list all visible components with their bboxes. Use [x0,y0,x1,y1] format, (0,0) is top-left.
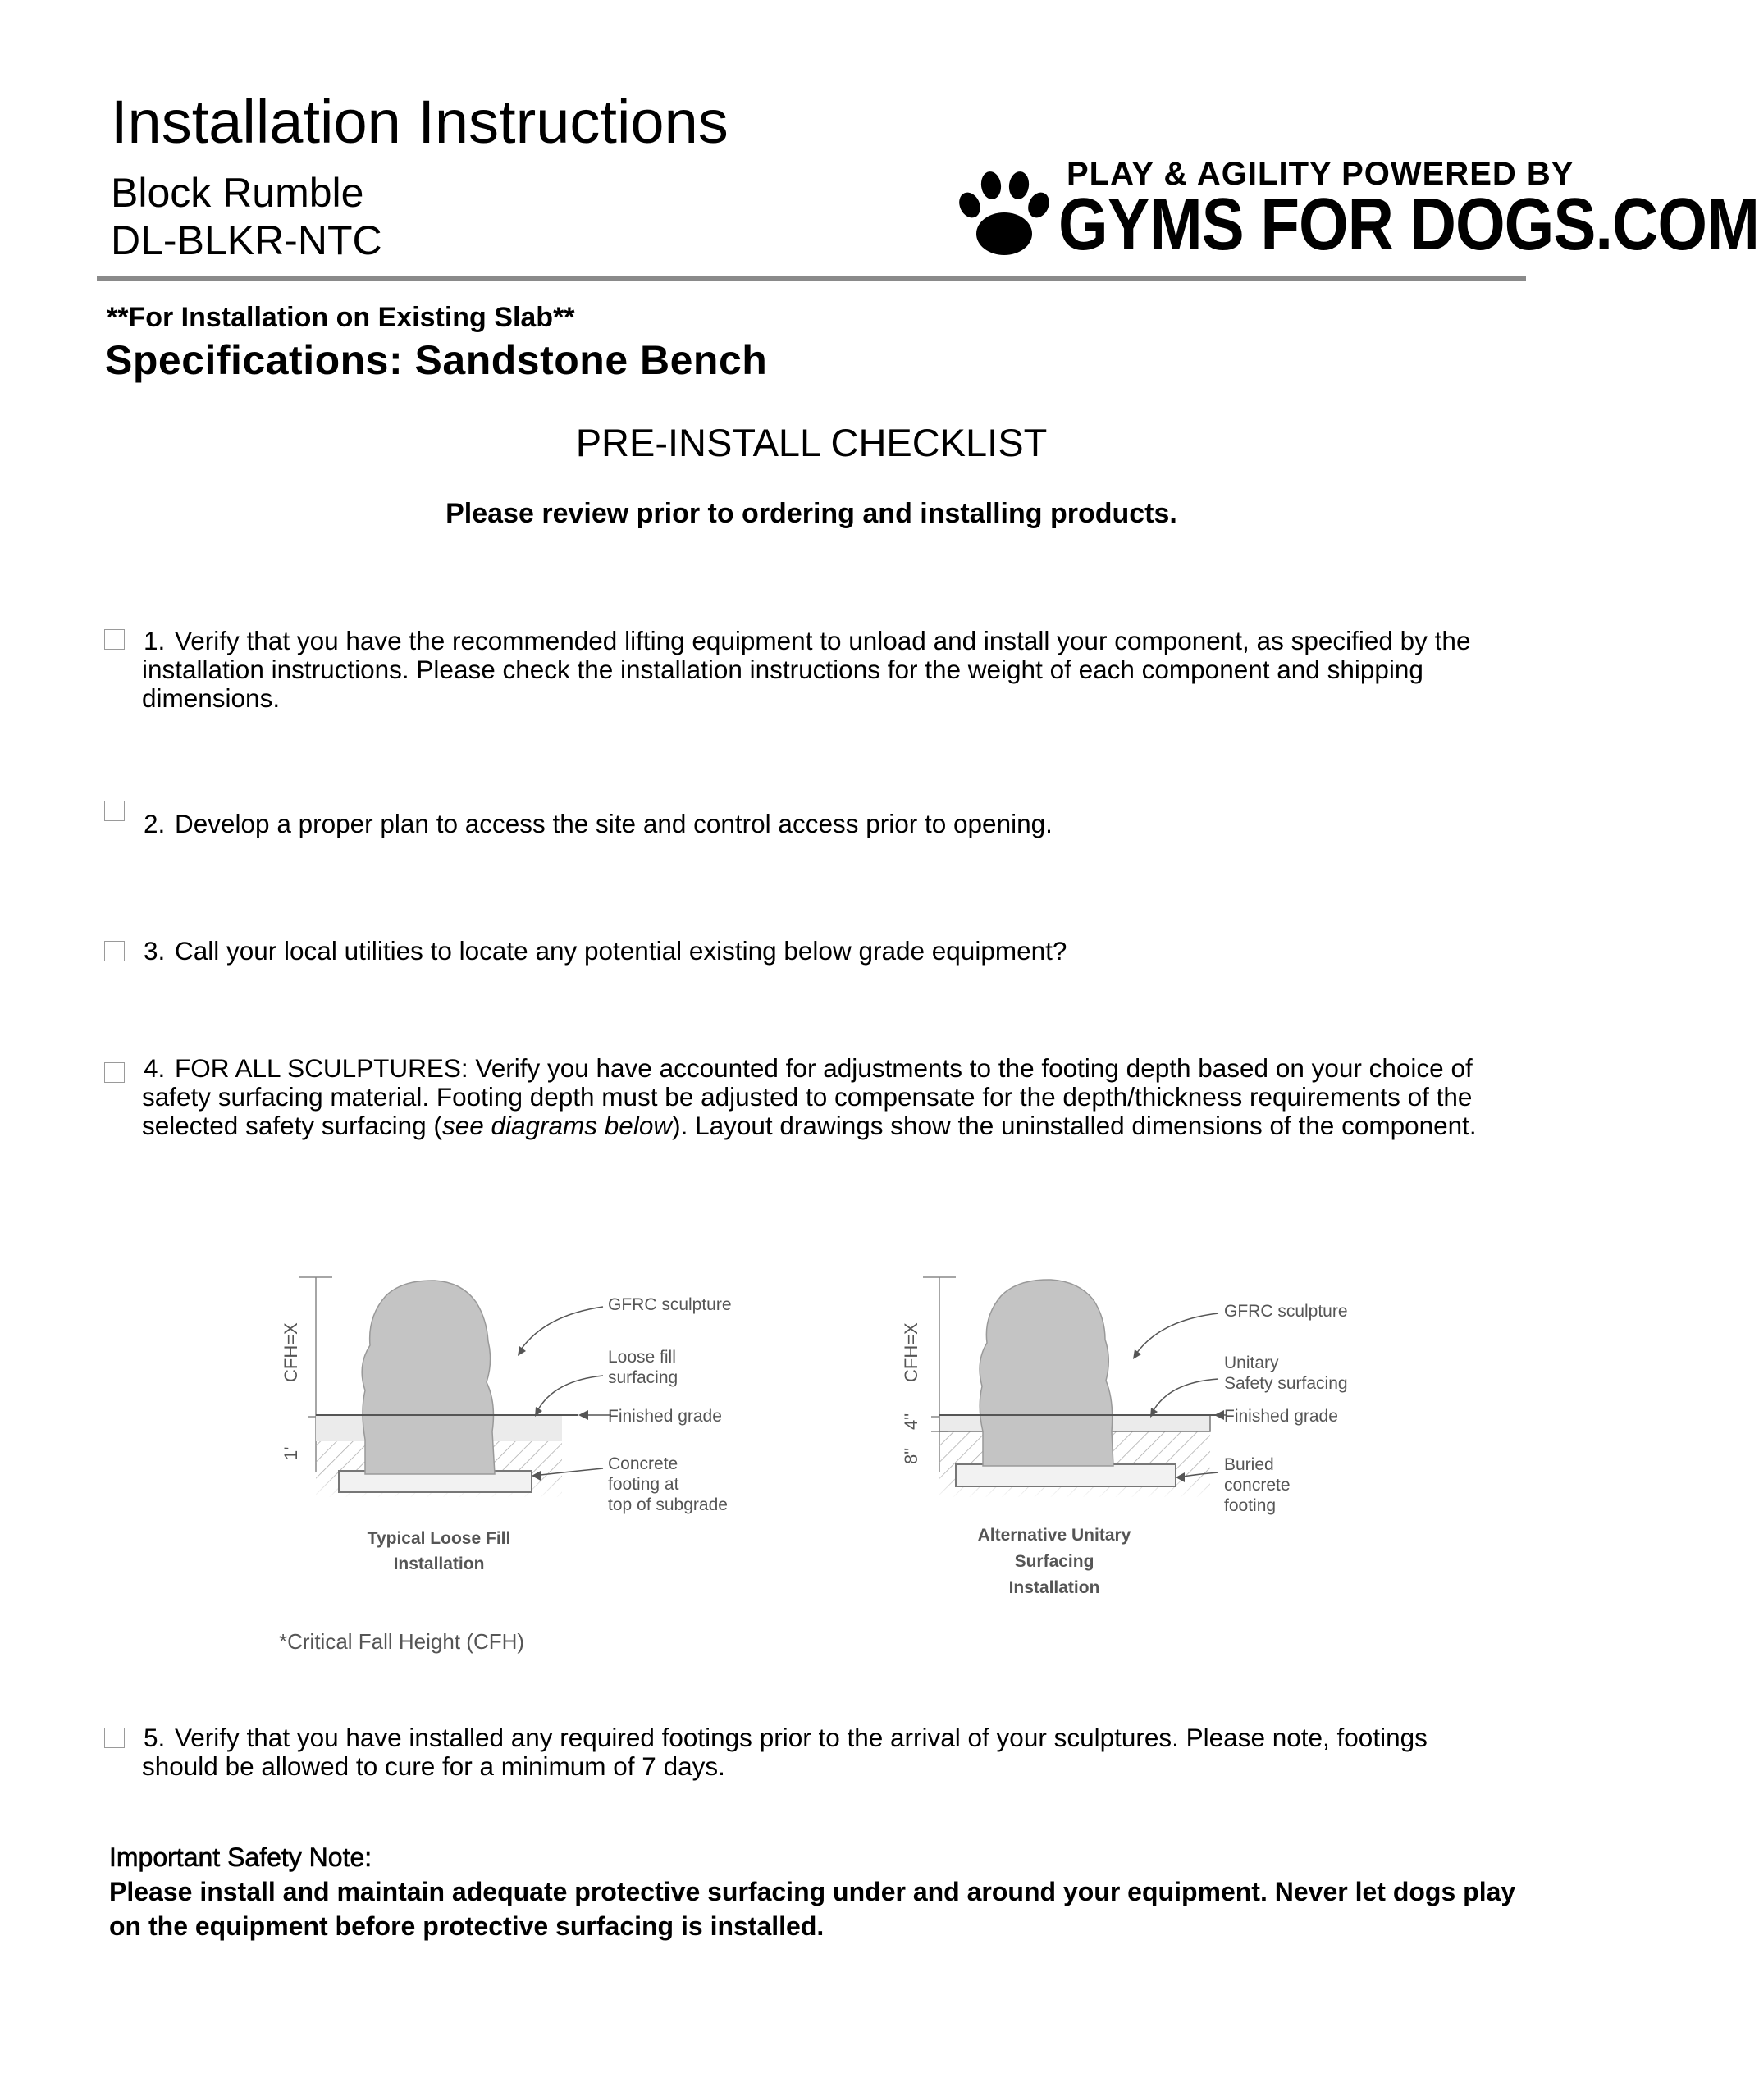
cfh-label: CFH=X [281,1322,301,1382]
callout-buried: Buried [1224,1455,1274,1474]
product-name: Block Rumble [111,170,364,216]
logo-tagline: PLAY & AGILITY POWERED BY [1067,156,1574,192]
item-text: Verify that you have installed any required footings prior to the arrival of your sculptures. Please note, footings should be allowed to cure for a minimum of 7 days. [142,1723,1428,1781]
callout-safety-surfacing: Safety surfacing [1224,1374,1348,1393]
caption-line-1: Alternative Unitary [977,1526,1131,1545]
callout-sculpture: GFRC sculpture [608,1295,732,1314]
checklist-subtitle: Please review prior to ordering and installing products. [445,498,1177,529]
checklist-item-3 [142,937,1504,966]
callout-unitary: Unitary [1224,1354,1279,1372]
callout-top-of-subgrade: top of subgrade [608,1495,728,1514]
product-code: DL-BLKR-NTC [111,217,382,263]
item-text: Develop a proper plan to access the site and control access prior to opening. [175,809,1053,838]
specifications-heading: Specifications: Sandstone Bench [105,337,768,383]
checklist-item-5 [142,1723,1438,1781]
safety-note-line-1: Please install and maintain adequate protective surfacing under and around your equipment. Never let dogs play [109,1877,1516,1906]
checklist-checkbox-1[interactable] [104,629,125,650]
checklist-checkbox-2[interactable] [104,801,125,821]
loose-fill-diagram [250,1267,759,1600]
checklist-item-1 [142,627,1504,713]
callout-footing: footing [1224,1496,1277,1515]
callout-finished-grade: Finished grade [608,1407,722,1426]
item-number: 3. [144,936,166,966]
caption-line-1: Typical Loose Fill [367,1529,511,1548]
callout-footing-at: footing at [608,1475,679,1494]
install-note: **For Installation on Existing Slab** [107,302,575,333]
item-number: 1. [144,626,166,655]
document-title: Installation Instructions [111,88,729,156]
callout-concrete: Concrete [608,1454,678,1473]
depth-label-4in: 4" [901,1413,921,1430]
loose-fill-section-drawing [250,1267,759,1596]
callout-surfacing: surfacing [608,1368,678,1387]
safety-note-heading: Important Safety Note: [109,1842,372,1872]
logo-brand: GYMS FOR DOGS.COM [1058,182,1759,266]
item-text: Call your local utilities to locate any potential existing below grade equipment? [175,936,1067,966]
callout-finished-grade: Finished grade [1224,1407,1338,1426]
item-number: 5. [144,1723,166,1752]
brand-logo [952,156,1759,266]
item-text: FOR ALL SCULPTURES: Verify you have accounted for adjustments to the footing depth based on your choice of safety surfacing material. Footing depth must be adjusted to compensate for the depth/thickness requirements of the selected safety surfacing (see diagrams below). Layout drawings show the uninstalled dimensions of the component. [142,1053,1477,1140]
callout-concrete: concrete [1224,1476,1291,1495]
depth-label-8in: 8" [901,1447,921,1464]
callout-sculpture: GFRC sculpture [1224,1302,1348,1321]
caption-line-2: Surfacing [1014,1552,1094,1571]
checklist-title: PRE-INSTALL CHECKLIST [575,421,1048,464]
item-number: 2. [144,809,166,838]
caption-line-2: Installation [393,1554,485,1573]
unitary-section-drawing [890,1267,1399,1612]
caption-line-3: Installation [1008,1578,1100,1597]
checklist-item-2 [142,810,1504,838]
depth-label: 1' [281,1446,301,1460]
item-number: 4. [144,1053,166,1083]
checklist-item-4 [142,1054,1496,1140]
item-text: Verify that you have the recommended lifting equipment to unload and install your component, as specified by the installation instructions. Please check the installation instructions for the weight of each component and shipping dimensions. [142,626,1471,713]
checklist-checkbox-4[interactable] [104,1062,125,1083]
safety-note-line-2: on the equipment before protective surfacing is installed. [109,1911,825,1941]
unitary-surfacing-diagram [890,1267,1399,1616]
cfh-label: CFH=X [901,1322,921,1382]
callout-loose-fill: Loose fill [608,1348,676,1367]
cfh-footnote: *Critical Fall Height (CFH) [279,1629,525,1654]
header-divider [97,276,1526,281]
checklist-checkbox-5[interactable] [104,1728,125,1748]
checklist-checkbox-3[interactable] [104,941,125,961]
